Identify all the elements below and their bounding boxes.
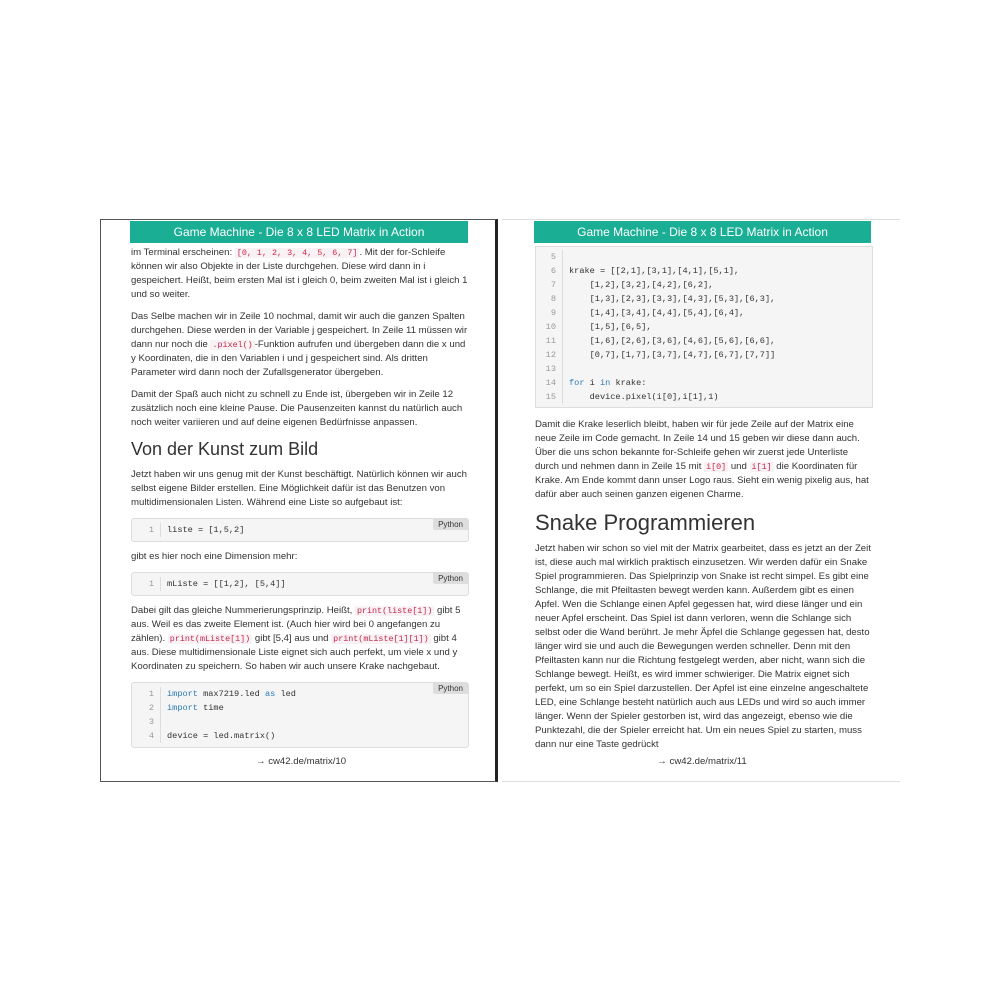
code-line xyxy=(536,306,872,320)
paragraph: im Terminal erscheinen: [0, 1, 2, 3, 4, 5, 6, 7] . Mit der for-Schleife können wir also Objekte in der Liste durchgehen. Diese wird dann in i gespeichert. Heißt, beim ersten Mal ist i gleich 0, beim zweiten Mal ist i gleich 1 und so weiter. xyxy=(131,247,468,300)
line-number: 8 xyxy=(536,292,563,306)
line-number: 1 xyxy=(132,687,161,701)
page-footer-link[interactable]: → cw42.de/matrix/11 xyxy=(657,756,747,767)
code-text: mListe = [[1,2], [5,4]] xyxy=(167,579,286,589)
code-text: [1,6],[2,6],[3,6],[4,6],[5,6],[6,6], xyxy=(569,336,776,346)
line-number: 13 xyxy=(536,362,563,376)
code-text: [1,5],[6,5], xyxy=(569,322,652,332)
line-number: 1 xyxy=(132,523,161,537)
inline-code: print(mListe[1][1]) xyxy=(333,634,429,644)
language-label: Python xyxy=(433,683,468,694)
code-line xyxy=(536,390,872,404)
language-label: Python xyxy=(433,519,468,530)
paragraph: Damit der Spaß auch nicht zu schnell zu Ende ist, übergeben wir in Zeile 12 zusätzlich noch eine kleine Pause. Die Pausenzeiten kannst du natürlich auch noch weiter variieren und auf deine eigenen Bedürfnisse anpassen. xyxy=(131,389,463,428)
code-line xyxy=(132,687,468,701)
code-line xyxy=(536,278,872,292)
code-block xyxy=(131,518,469,542)
inline-code: .pixel() xyxy=(212,340,253,350)
code-line xyxy=(536,362,872,376)
line-number: 7 xyxy=(536,278,563,292)
right-page-banner: Game Machine - Die 8 x 8 LED Matrix in Action xyxy=(534,221,871,243)
paragraph: Damit die Krake leserlich bleibt, haben wir für jede Zeile auf der Matrix eine neue Zeile im Code gemacht. In Zeile 14 und 15 geben wir diese dann auch. Über die uns schon bekannte for-Schleife gehen wir zuerst jede Unterliste durch und nehmen dann in Zeile 15 mit i[0] und i[1] die Koordinaten für Krake. Am Ende kommt dann unser Logo raus. Sieht ein wenig pixelig aus, hat dafür aber auch seinen ganzen eigenen Charme. xyxy=(535,419,869,500)
line-number: 1 xyxy=(132,577,161,591)
code-text: device.pixel(i[0],i[1],1) xyxy=(569,392,719,402)
code-line xyxy=(132,715,468,729)
inline-code: print(mListe[1]) xyxy=(169,634,251,644)
line-number: 6 xyxy=(536,264,563,278)
line-number: 2 xyxy=(132,701,161,715)
code-block xyxy=(535,246,873,408)
code-line xyxy=(536,250,872,264)
code-line xyxy=(132,701,468,715)
inline-code: print(liste[1]) xyxy=(356,606,433,616)
code-text: [0,7],[1,7],[3,7],[4,7],[6,7],[7,7]] xyxy=(569,350,776,360)
left-page-banner: Game Machine - Die 8 x 8 LED Matrix in Action xyxy=(130,221,468,243)
code-text: liste = [1,5,2] xyxy=(167,525,245,535)
code-text: [1,3],[2,3],[3,3],[4,3],[5,3],[6,3], xyxy=(569,294,776,304)
code-text: [1,2],[3,2],[4,2],[6,2], xyxy=(569,280,714,290)
language-label: Python xyxy=(433,573,468,584)
code-text: import time xyxy=(167,703,224,713)
line-number: 4 xyxy=(132,729,161,743)
line-number: 9 xyxy=(536,306,563,320)
code-block xyxy=(131,682,469,748)
paragraph: Jetzt haben wir schon so viel mit der Matrix gearbeitet, dass es jetzt an der Zeit ist, diese auch mal wirklich praktisch einzusetzen. Wir werden dafür ein Snake Spiel programmieren. Das Spielprinzip von Snake ist recht simpel. Es gibt eine Schlange, die mit Pfeiltasten bewegt werden kann. Außerdem gibt es einen Apfel. Wen die Schlange einen Apfel gegessen hat, wird diese länger und ein neuer Apfel erscheint. Das Spiel ist dann verloren, wenn die Schlange sich selbst oder die Wand berührt. Je mehr Äpfel die Schlange gegessen hat, desto länger wird sie und auch die Bewegungen werden schneller. Denn mit den Pfeiltasten kann nur die Richtung festgelegt werden, aber nicht, wann sich die Schlange bewegt. Heißt, es wird immer schwieriger. Die Matrix eignet sich perfekt, um so ein Spiel darzustellen. Der Apfel ist eine einzelne angeschaltete LED, eine Schlange besteht natürlich auch aus LEDs und wird so auch immer länger. Wenn der Spieler gestorben ist, wird das angezeigt, ebenso wie die Punktezahl, die der Spieler erreicht hat. Um ein neues Spiel zu starten, muss dann nur eine Taste gedrückt xyxy=(535,543,871,750)
code-text: import max7219.led as led xyxy=(167,689,296,699)
code-text: for i in krake: xyxy=(569,378,647,388)
right-page-content xyxy=(535,246,873,760)
left-page xyxy=(100,219,498,782)
code-line xyxy=(132,729,468,743)
line-number: 11 xyxy=(536,334,563,348)
code-line xyxy=(536,292,872,306)
line-number: 10 xyxy=(536,320,563,334)
line-number: 14 xyxy=(536,376,563,390)
code-line xyxy=(132,523,468,537)
left-page-content xyxy=(131,246,469,756)
paragraph: Das Selbe machen wir in Zeile 10 nochmal, damit wir auch die ganzen Spalten durchgehen. Diese werden in der Variable j gespeichert. In Zeile 11 müssen wir dann nur noch die .pixel() -Funktion aufrufen und übergeben dann die x und y Koordinaten, die in den Variablen i und j gespeichert sind. Als dritten Parameter wird dann noch der Zufallsgenerator übergeben. xyxy=(131,311,468,378)
code-text: device = led.matrix() xyxy=(167,731,276,741)
code-text: [1,4],[3,4],[4,4],[5,4],[6,4], xyxy=(569,308,745,318)
paragraph: gibt es hier noch eine Dimension mehr: xyxy=(131,551,298,562)
line-number: 3 xyxy=(132,715,161,729)
line-number: 12 xyxy=(536,348,563,362)
section-heading: Von der Kunst zum Bild xyxy=(131,439,319,459)
code-line xyxy=(536,320,872,334)
line-number: 15 xyxy=(536,390,563,404)
inline-code: i[0] xyxy=(706,462,727,472)
page-footer-link[interactable]: → cw42.de/matrix/10 xyxy=(255,756,347,767)
right-page xyxy=(502,219,900,782)
paragraph: Dabei gilt das gleiche Nummerierungsprinzip. Heißt, print(liste[1]) gibt 5 aus. Weil es das zweite Element ist. (Auch hier wird bei 0 angefangen zu zählen). print(mListe[1]) gibt [5,4] aus und print(mListe[1][1]) gibt 4 aus. Diese multidimensionale Liste eignet sich auch perfekt, um viele x und y Koordinaten zu speichern. So haben wir auch unsere Krake nachgebaut. xyxy=(131,605,461,672)
code-text: krake = [[2,1],[3,1],[4,1],[5,1], xyxy=(569,266,740,276)
line-number: 5 xyxy=(536,250,563,264)
code-line xyxy=(536,264,872,278)
code-line xyxy=(536,334,872,348)
book-spread xyxy=(100,219,900,782)
code-line xyxy=(132,577,468,591)
inline-code: i[1] xyxy=(751,462,772,472)
code-line xyxy=(536,376,872,390)
inline-code: [0, 1, 2, 3, 4, 5, 6, 7] xyxy=(236,248,358,258)
paragraph: Jetzt haben wir uns genug mit der Kunst beschäftigt. Natürlich können wir auch selbst eigene Bilder erstellen. Eine Möglichkeit dafür ist das Benutzen von multidimensionalen Listen. Während eine Liste so aufgebaut ist: xyxy=(131,469,467,508)
code-block xyxy=(131,572,469,596)
section-heading: Snake Programmieren xyxy=(535,510,756,535)
code-line xyxy=(536,348,872,362)
